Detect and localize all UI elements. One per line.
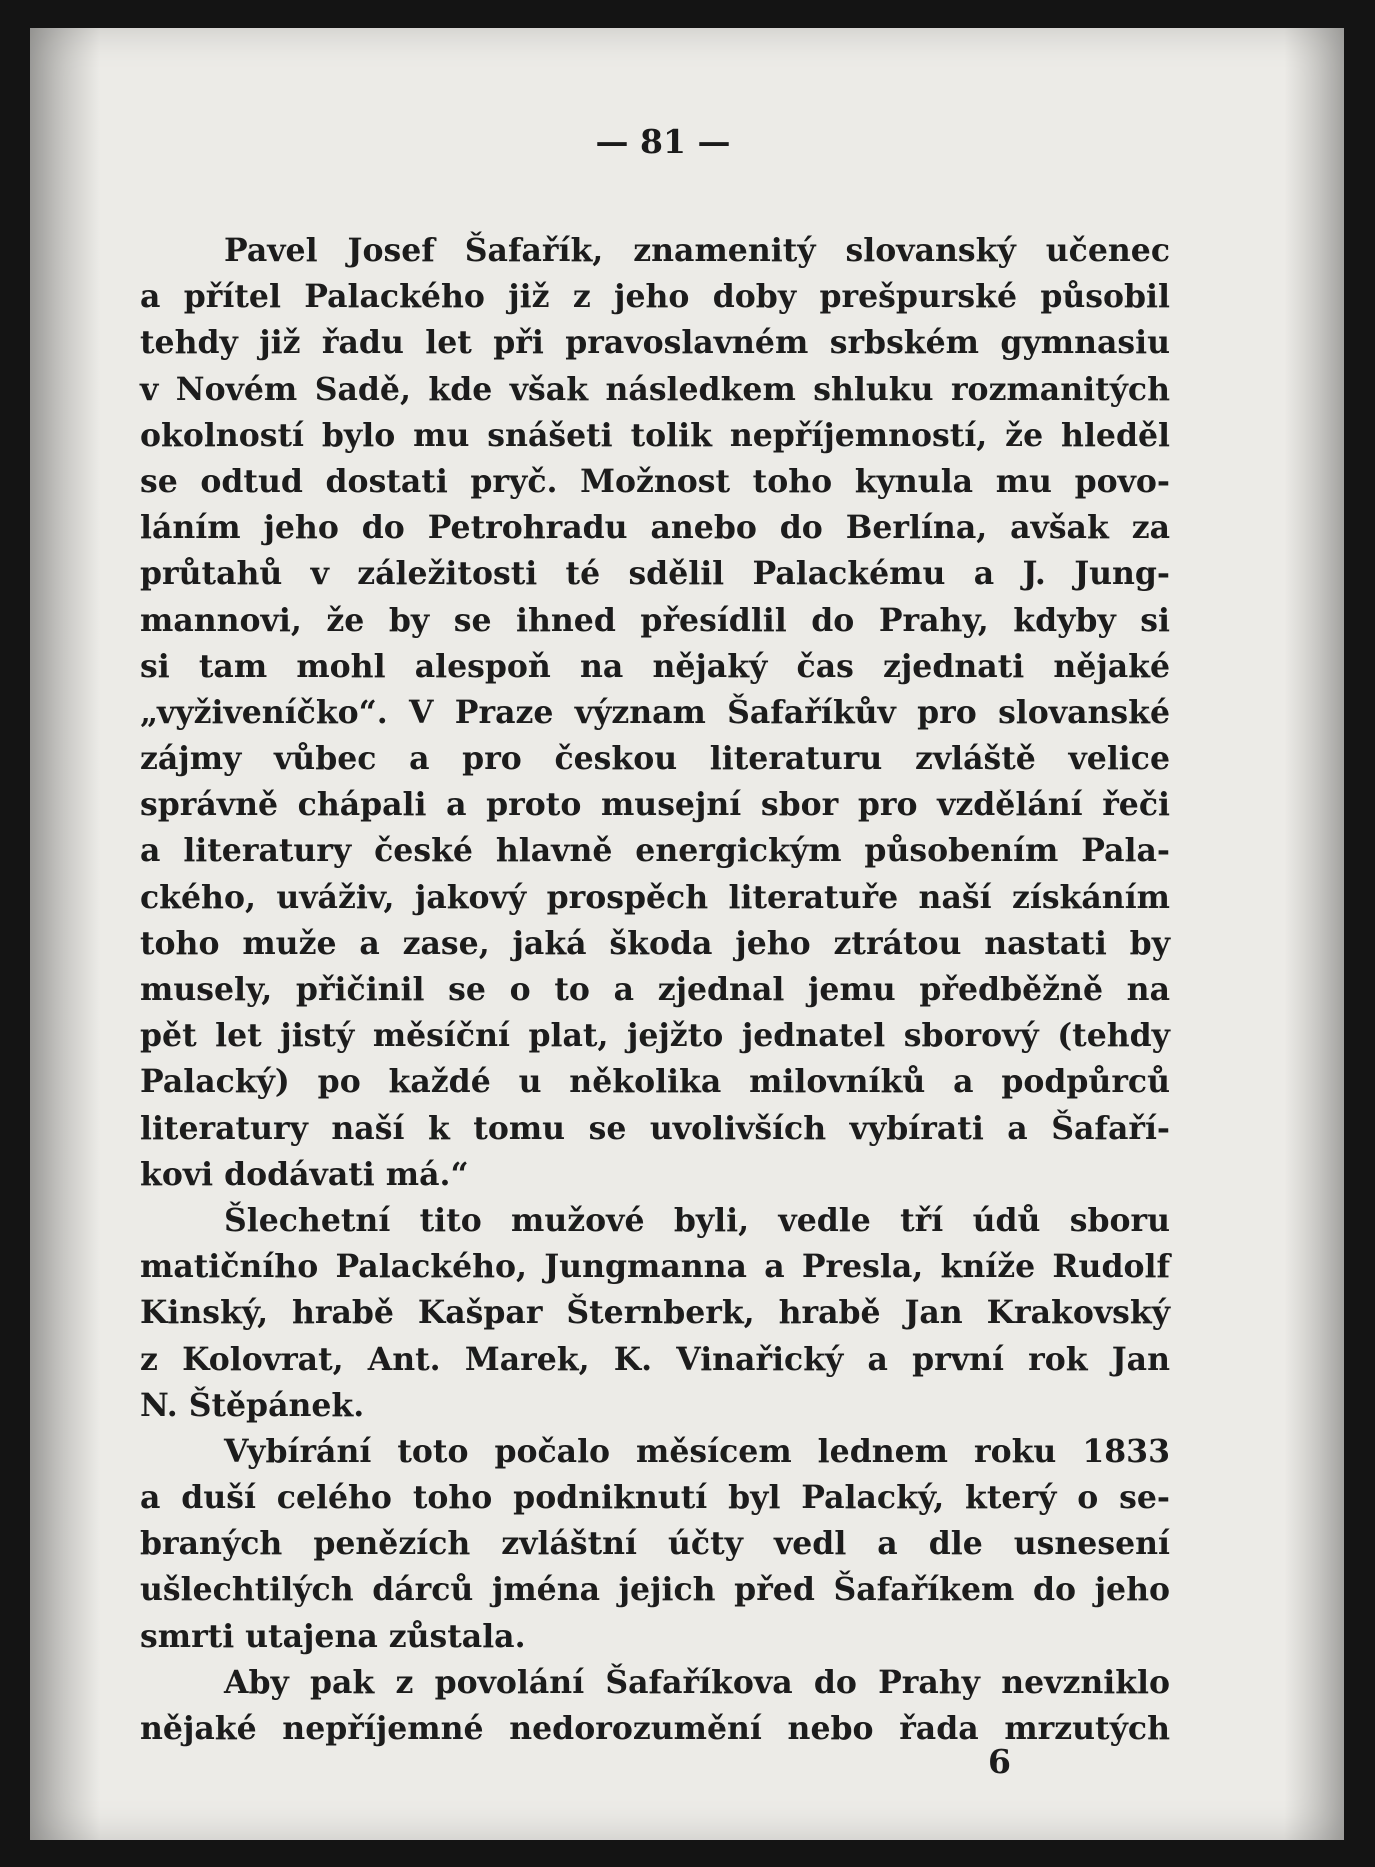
text-line: „vyživeníčko“. V Praze význam Šafaříkův pro slovanské	[140, 693, 1170, 731]
text-line: se odtud dostati pryč. Možnost toho kynula mu povo-	[140, 462, 1170, 500]
text-line: pět let jistý měsíční plat, jejžto jednatel sborový (tehdy	[140, 1017, 1170, 1055]
text-line: Vybírání toto počalo měsícem lednem roku 1833	[224, 1432, 1170, 1470]
page-number: — 81 —	[595, 122, 731, 161]
page-edge-shadow-left	[30, 28, 100, 1840]
text-line: N. Štěpánek.	[140, 1386, 365, 1424]
text-line: láním jeho do Petrohradu anebo do Berlína, avšak za	[140, 509, 1170, 547]
text-line: okolností bylo mu snášeti tolik nepříjemností, že hleděl	[140, 416, 1170, 454]
text-line: braných penězích zvláštní účty vedl a dle usnesení	[140, 1525, 1170, 1563]
text-line: správně chápali a proto musejní sbor pro vzdělání řeči	[140, 786, 1170, 824]
text-line: Aby pak z povolání Šafaříkova do Prahy nevzniklo	[224, 1663, 1170, 1701]
text-line: toho muže a zase, jaká škoda jeho ztrátou nastati by	[140, 924, 1170, 962]
text-line: tehdy již řadu let při pravoslavném srbském gymnasiu	[140, 324, 1170, 362]
page-edge-shadow-right	[1284, 28, 1344, 1840]
text-line: průtahů v záležitosti té sdělil Palackému a J. Jung-	[140, 555, 1170, 593]
text-line: musely, přičinil se o to a zjednal jemu předběžně na	[140, 971, 1170, 1008]
text-line: literatury naší k tomu se uvolivších vybírati a Šafaří-	[140, 1109, 1170, 1147]
text-line: a duší celého toho podniknutí byl Palacký, který o se-	[140, 1479, 1170, 1517]
text-line: smrti utajena zůstala.	[140, 1617, 526, 1655]
text-line: Palacký) po každé u několika milovníků a podpůrců	[140, 1063, 1170, 1101]
book-page	[30, 28, 1344, 1840]
body-text	[140, 228, 1170, 1752]
text-line: v Novém Sadě, kde však následkem shluku rozmanitých	[140, 370, 1170, 408]
text-line: kovi dodávati má.“	[140, 1155, 469, 1193]
text-line: a literatury české hlavně energickým působením Pala-	[140, 832, 1170, 870]
text-line: Pavel Josef Šafařík, znamenitý slovanský učenec	[224, 232, 1170, 269]
text-line: a přítel Palackého již z jeho doby prešpurské působil	[140, 278, 1170, 316]
text-line: si tam mohl alespoň na nějaký čas zjednati nějaké	[140, 647, 1170, 685]
text-line: zájmy vůbec a pro českou literaturu zvláště velice	[140, 740, 1170, 778]
text-line: matičního Palackého, Jungmanna a Presla, kníže Rudolf	[140, 1248, 1170, 1286]
text-line: nějaké nepříjemné nedorozumění nebo řada mrzutých	[140, 1710, 1170, 1747]
signature-mark: 6	[988, 1742, 1011, 1781]
text-line: Kinský, hrabě Kašpar Šternberk, hrabě Jan Krakovský	[140, 1294, 1170, 1332]
text-line: mannovi, že by se ihned přesídlil do Prahy, kdyby si	[140, 601, 1170, 639]
text-line: ckého, uváživ, jakový prospěch literatuře naší získáním	[140, 878, 1170, 916]
text-line: ušlechtilých dárců jména jejich před Šafaříkem do jeho	[140, 1571, 1170, 1609]
text-line: Šlechetní tito mužové byli, vedle tří údů sboru	[224, 1201, 1170, 1239]
text-line: z Kolovrat, Ant. Marek, K. Vinařický a první rok Jan	[140, 1340, 1170, 1378]
